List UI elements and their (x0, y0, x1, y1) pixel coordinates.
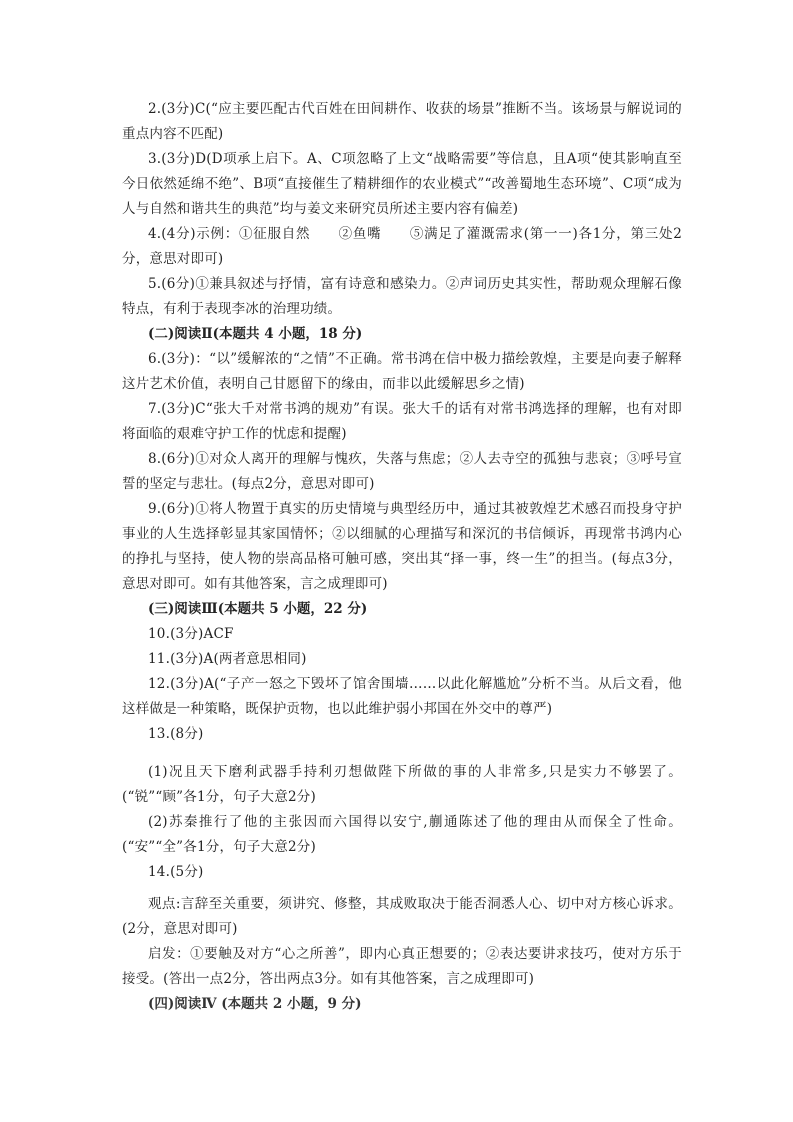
section-heading-reading-3: (三)阅读Ⅲ(本题共 5 小题，22 分) (148, 601, 368, 617)
answer-q14: 14.(5分) (148, 864, 204, 880)
answer-q3: 3.(3分)D(D项承上启下。A、C项忽略了上文“战略需要”等信息，且A项“使其影响直至今日依然延绵不绝”、B项“直接催生了精耕细作的农业模式”“改善蜀地生态环境”、C项“成为人与自然和谐共生的典范”均与姜文来研究员所述主要内容有偏差) (122, 151, 682, 217)
answer-q14-viewpoint: 观点:言辞至关重要，须讲究、修整，其成败取决于能否洞悉人心、切中对方核心诉求。(2分，意思对即可) (122, 896, 682, 937)
section-heading-reading-4: (四)阅读Ⅳ (本题共 2 小题，9 分) (148, 996, 362, 1012)
answer-q13-part-2: (2)苏秦推行了他的主张因而六国得以安宁,蒯通陈述了他的理由从而保全了性命。(“安”“全”各1分，句子大意2分) (122, 814, 682, 855)
answer-q8: 8.(6分)①对众人离开的理解与愧疚，失落与焦虑；②人去寺空的孤独与悲哀；③呼号宣誓的坚定与悲壮。(每点2分，意思对即可) (122, 451, 682, 492)
answer-q14-insight: 启发：①要触及对方“心之所善”，即内心真正想要的；②表达要讲求技巧，使对方乐于接受。(答出一点2分，答出两点3分。如有其他答案，言之成理即可) (122, 946, 682, 987)
answer-q2: 2.(3分)C(“应主要匹配古代百姓在田间耕作、收获的场景”推断不当。该场景与解说词的重点内容不匹配) (122, 101, 682, 142)
answer-q5: 5.(6分)①兼具叙述与抒情，富有诗意和感染力。②声词历史其实性，帮助观众理解石像特点，有利于表现李冰的治理功绩。 (122, 276, 682, 317)
answer-q13: 13.(8分) (148, 726, 204, 742)
answer-q7: 7.(3分)C“张大千对常书鸿的规劝”有误。张大千的话有对常书鸿选择的理解，也有对即将面临的艰难守护工作的忧虑和提醒) (122, 401, 682, 442)
answer-q6: 6.(3分)：“以”缓解浓的“之情”不正确。常书鸿在信中极力描绘敦煌，主要是向妻子解释这片艺术价值，表明自己甘愿留下的缘由，而非以此缓解思乡之情) (122, 351, 682, 392)
answer-q11: 11.(3分)A(两者意思相同) (148, 651, 307, 667)
answer-q10: 10.(3分)ACF (148, 626, 234, 642)
answer-q12: 12.(3分)A(“子产一怒之下毁坏了馆舍围墙……以此化解尴尬”分析不当。从后文看，他这样做是一种策略，既保护贡物，也以此维护弱小邦国在外交中的尊严) (122, 676, 682, 717)
section-heading-reading-2: (二)阅读Ⅱ(本题共 4 小题，18 分) (148, 326, 363, 342)
answer-q4: 4.(4分)示例：①征服自然 ②鱼嘴 ⑤满足了灌溉需求(第一一)各1分，第三处2分，意思对即可) (122, 226, 682, 267)
answer-q13-part-1: (1)况且天下磨利武器手持利刃想做陛下所做的事的人非常多,只是实力不够罢了。(“锐”“顾”各1分，句子大意2分) (122, 764, 682, 805)
answer-q9: 9.(6分)①将人物置于真实的历史情境与典型经历中，通过其被敦煌艺术感召而投身守护事业的人生选择彰显其家国情怀；②以细腻的心理描写和深沉的书信倾诉，再现常书鸿内心的挣扎与坚持，使人物的崇高品格可触可感，突出其“择一事，终一生”的担当。(每点3分，意思对即可。如有其他答案，言之成理即可) (122, 501, 682, 592)
